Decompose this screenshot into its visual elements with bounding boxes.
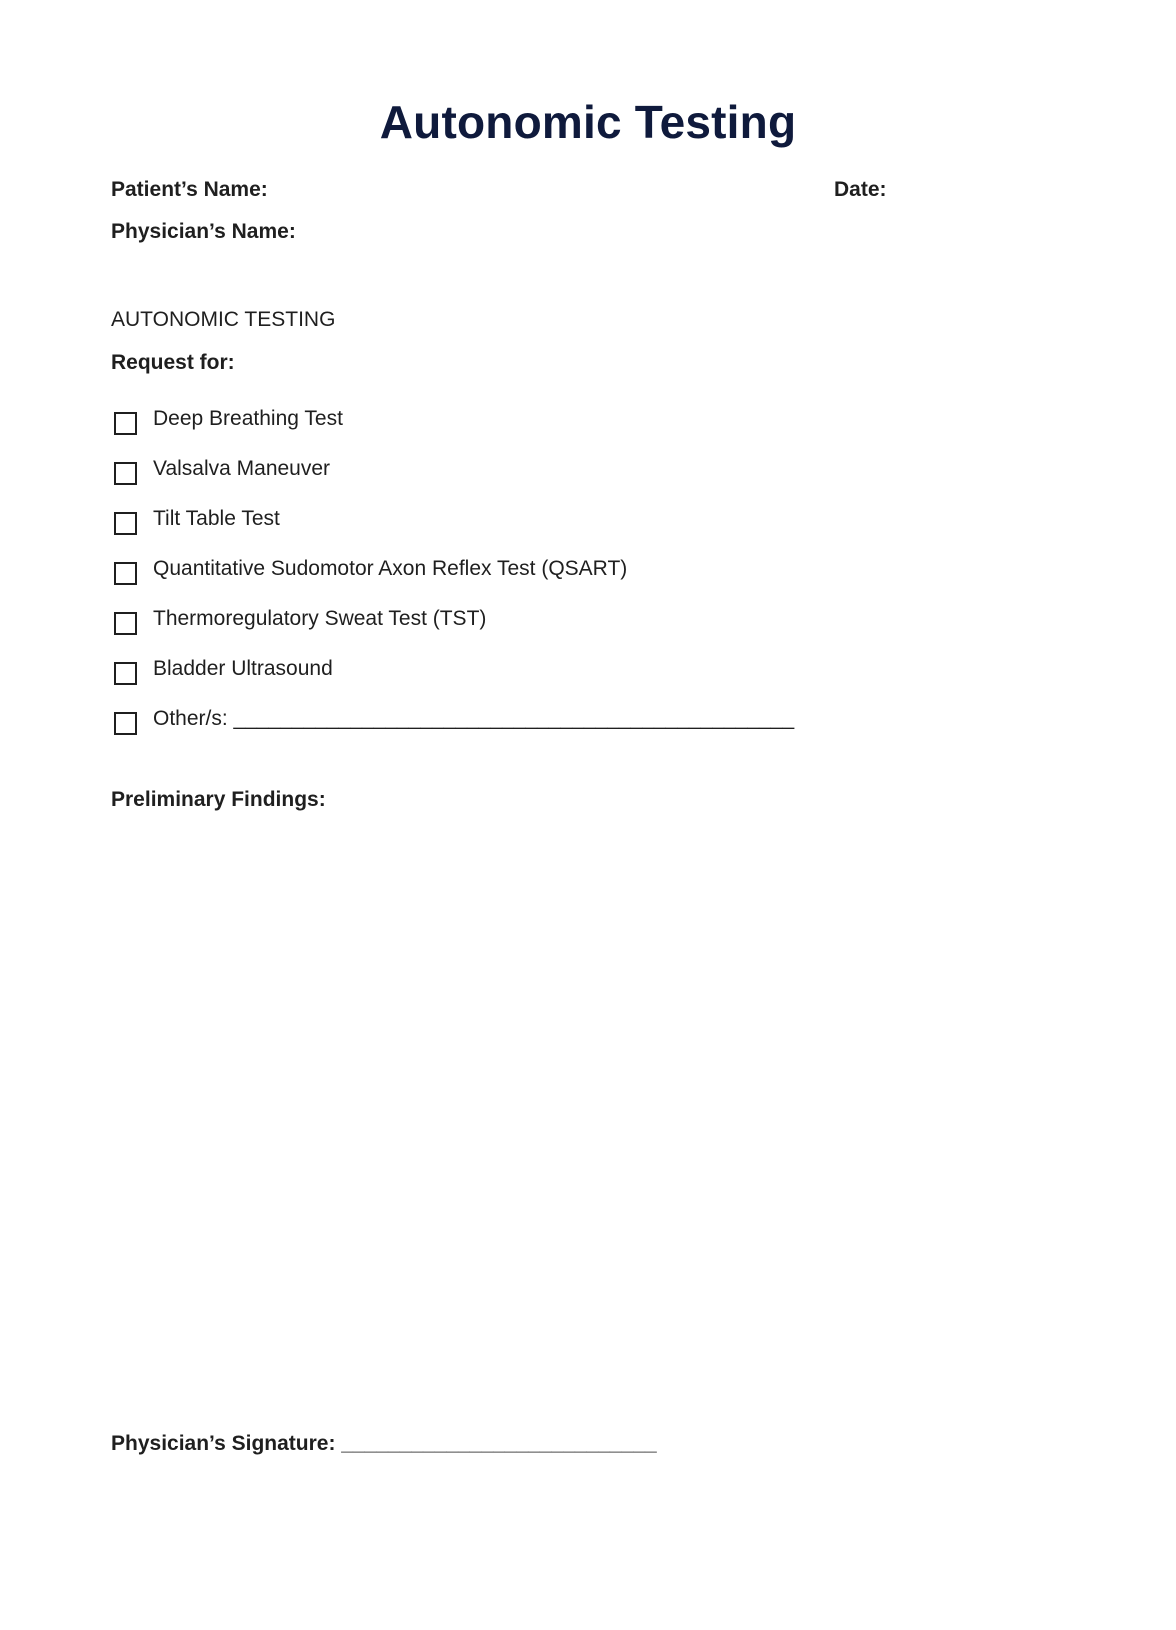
patient-name-label: Patient’s Name:	[111, 178, 268, 201]
document-title: Autonomic Testing	[379, 96, 797, 148]
checklist-item-label: Valsalva Maneuver	[153, 457, 331, 480]
checkbox-bladder-ultrasound[interactable]	[114, 662, 137, 685]
checklist-item-label: Quantitative Sudomotor Axon Reflex Test (QSART)	[153, 557, 628, 580]
preliminary-findings-label: Preliminary Findings:	[111, 788, 326, 811]
checkbox-valsalva[interactable]	[114, 462, 137, 485]
checkbox-tst[interactable]	[114, 612, 137, 635]
checklist-item-deep-breathing[interactable]	[114, 394, 794, 444]
checkbox-qsart[interactable]	[114, 562, 137, 585]
physician-signature-line: Physician’s Signature: ___________________________	[111, 1432, 657, 1455]
checklist-item-label: Deep Breathing Test	[153, 407, 343, 430]
preliminary-findings-area[interactable]	[111, 820, 1061, 1400]
checklist-item-label: Tilt Table Test	[153, 507, 280, 530]
date-label: Date:	[834, 178, 887, 201]
checklist-item-tilt-table[interactable]	[114, 494, 794, 544]
checklist-item-label: Bladder Ultrasound	[153, 657, 333, 680]
test-checklist	[114, 394, 794, 744]
checkbox-deep-breathing[interactable]	[114, 412, 137, 435]
checklist-item-bladder-ultrasound[interactable]	[114, 644, 794, 694]
physician-name-label: Physician’s Name:	[111, 220, 296, 243]
checklist-item-tst[interactable]	[114, 594, 794, 644]
checklist-item-qsart[interactable]	[114, 544, 794, 594]
checkbox-others[interactable]	[114, 712, 137, 735]
checkbox-tilt-table[interactable]	[114, 512, 137, 535]
request-for-label: Request for:	[111, 351, 235, 374]
checklist-item-label: Other/s: ________________________________________________	[153, 707, 795, 730]
section-heading: AUTONOMIC TESTING	[111, 308, 336, 331]
checklist-item-label: Thermoregulatory Sweat Test (TST)	[153, 607, 487, 630]
checklist-item-others[interactable]	[114, 694, 794, 744]
checklist-item-valsalva[interactable]	[114, 444, 794, 494]
